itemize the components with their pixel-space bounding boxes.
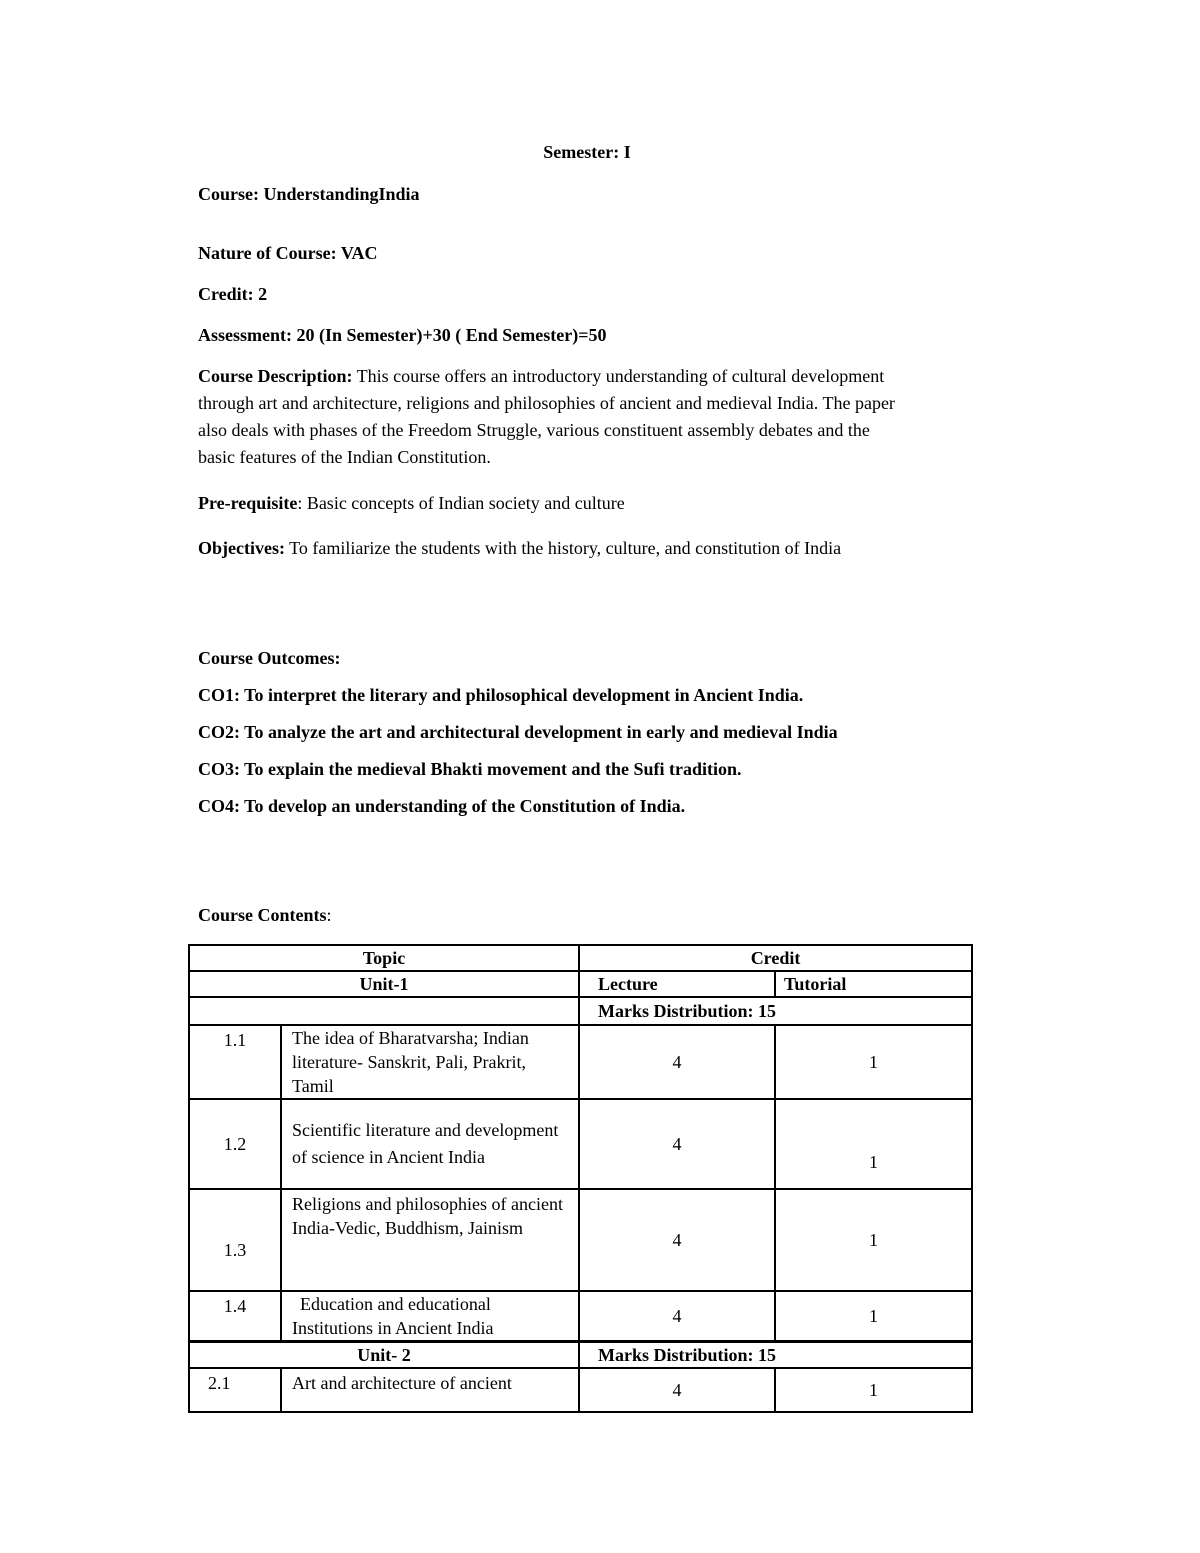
row-tutorial: 1 (775, 1099, 972, 1189)
course-description (198, 363, 898, 471)
row-topic: Scientific literature and development of science in Ancient India (281, 1099, 579, 1189)
row-lecture: 4 (579, 1189, 775, 1291)
course-outcomes-heading: Course Outcomes: (198, 648, 341, 668)
course-contents-table (188, 944, 973, 1413)
row-topic: Religions and philosophies of ancient India-Vedic, Buddhism, Jainism (281, 1189, 579, 1291)
row-lecture: 4 (579, 1368, 775, 1412)
unit-1-label: Unit-1 (189, 971, 579, 997)
course-title: Course: UnderstandingIndia (198, 184, 420, 204)
unit-2-marks: Marks Distribution: 15 (579, 1342, 972, 1369)
table-row (189, 1368, 972, 1412)
tutorial-header: Tutorial (775, 971, 972, 997)
row-lecture: 4 (579, 1291, 775, 1342)
row-number: 1.3 (189, 1189, 281, 1291)
course-contents-colon: : (326, 905, 332, 925)
outcome-co2: CO2: To analyze the art and architectural development in early and medieval India (198, 722, 838, 742)
row-tutorial: 1 (775, 1025, 972, 1099)
prerequisite (198, 492, 625, 514)
objectives-text: To familiarize the students with the history, culture, and constitution of India (289, 538, 842, 558)
course-description-label: Course Description: (198, 366, 353, 386)
outcome-co1: CO1: To interpret the literary and philosophical development in Ancient India. (198, 685, 804, 705)
credit-header: Credit (579, 945, 972, 971)
row-topic: Art and architecture of ancient (281, 1368, 579, 1412)
credit-line: Credit: 2 (198, 284, 268, 304)
table-row (189, 1291, 972, 1342)
row-tutorial: 1 (775, 1291, 972, 1342)
outcome-co4: CO4: To develop an understanding of the Constitution of India. (198, 796, 686, 816)
table-header-row (189, 945, 972, 971)
prerequisite-text: : Basic concepts of Indian society and culture (297, 493, 625, 513)
course-contents-label: Course Contents (198, 905, 327, 925)
assessment-line: Assessment: 20 (In Semester)+30 ( End Semester)=50 (198, 325, 607, 345)
objectives (198, 535, 898, 562)
course-contents-heading (198, 904, 332, 926)
row-lecture: 4 (579, 1099, 775, 1189)
unit-1-marks: Marks Distribution: 15 (579, 997, 972, 1025)
row-tutorial: 1 (775, 1189, 972, 1291)
table-row (189, 1189, 972, 1291)
unit-2-row (189, 1342, 972, 1369)
table-subheader-row (189, 971, 972, 997)
row-lecture: 4 (579, 1025, 775, 1099)
row-number: 1.4 (189, 1291, 281, 1342)
nature-of-course: Nature of Course: VAC (198, 243, 378, 263)
semester-heading: Semester: I (543, 142, 631, 162)
outcome-co3: CO3: To explain the medieval Bhakti movement and the Sufi tradition. (198, 759, 742, 779)
row-topic: The idea of Bharatvarsha; Indian literature- Sanskrit, Pali, Prakrit, Tamil (281, 1025, 579, 1099)
row-number: 1.2 (189, 1099, 281, 1189)
unit-1-marks-row (189, 997, 972, 1025)
empty-cell (189, 997, 579, 1025)
row-tutorial: 1 (775, 1368, 972, 1412)
prerequisite-label: Pre-requisite (198, 493, 298, 513)
row-topic: Education and educational Institutions in Ancient India (281, 1291, 579, 1342)
course-description-text: This course offers an introductory understanding of cultural development through art and architecture, religions and philosophies of ancient and medieval India. The paper also deals with phases of the Freedom Struggle, various constituent assembly debates and the basic features of the Indian Constitution. (198, 366, 895, 467)
table-row (189, 1099, 972, 1189)
row-number: 2.1 (189, 1368, 281, 1412)
topic-header: Topic (189, 945, 579, 971)
unit-2-label: Unit- 2 (189, 1342, 579, 1369)
table-row (189, 1025, 972, 1099)
lecture-header: Lecture (579, 971, 775, 997)
row-number: 1.1 (189, 1025, 281, 1099)
objectives-label: Objectives: (198, 538, 285, 558)
